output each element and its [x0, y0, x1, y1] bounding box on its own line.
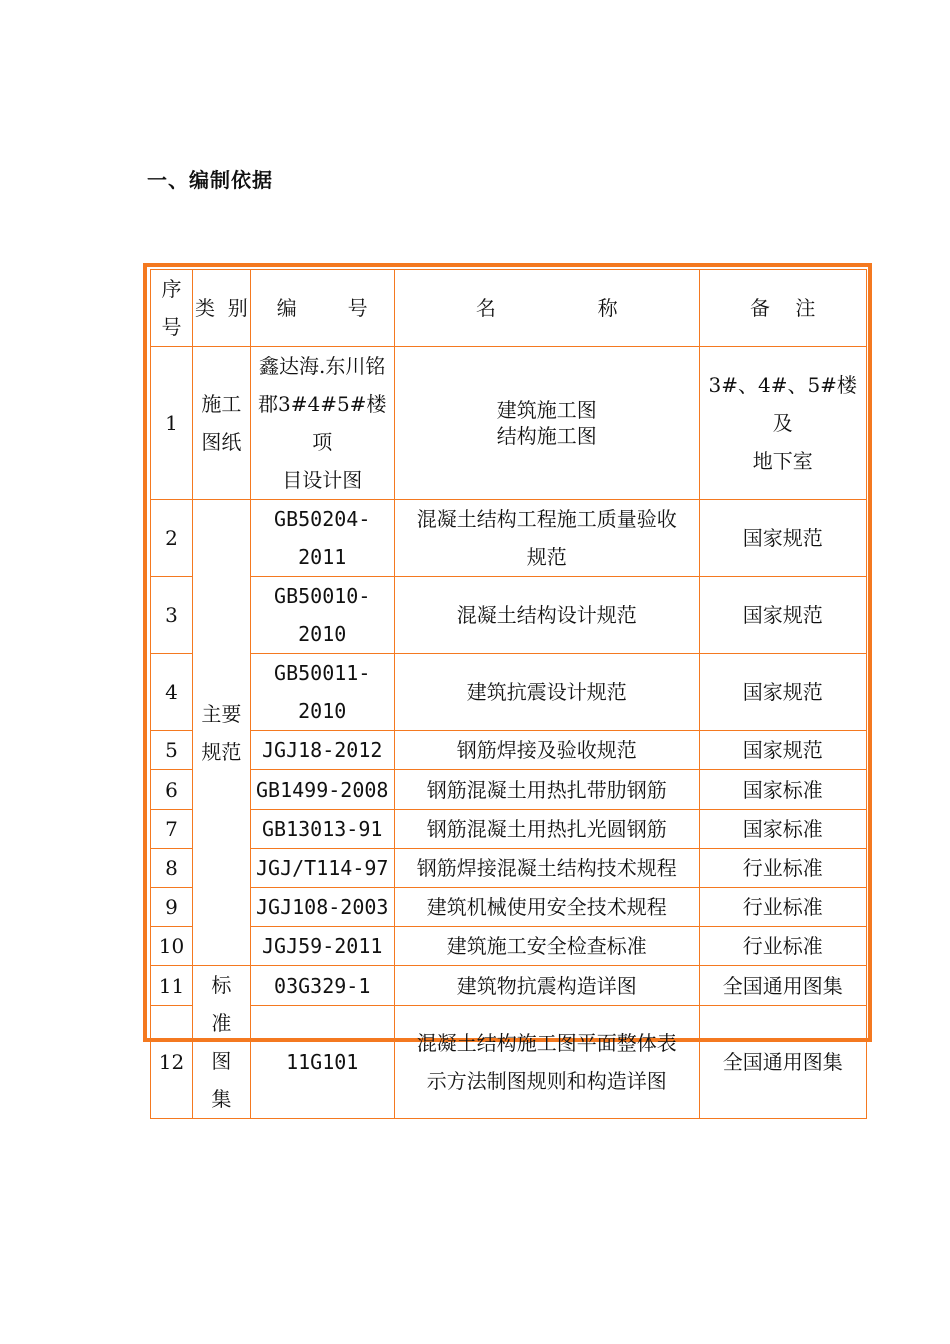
row-code: GB50010-2010: [250, 577, 394, 654]
row-seq: 7: [151, 810, 193, 849]
table-row: [151, 849, 867, 888]
row-name: 建筑抗震设计规范: [394, 654, 699, 731]
row-remark: 国家规范: [699, 577, 866, 654]
row-seq: 6: [151, 770, 193, 810]
header-name: 名 称: [394, 270, 699, 347]
table-row: [151, 927, 867, 966]
row-code: GB13013-91: [250, 810, 394, 849]
row-name: 混凝土结构工程施工质量验收 规范: [394, 500, 699, 577]
row-code: 03G329-1: [250, 966, 394, 1006]
row-category: 施工 图纸: [193, 347, 251, 500]
row-seq: 10: [151, 927, 193, 966]
row-name: 建筑施工安全检查标准: [394, 927, 699, 966]
table-row: [151, 731, 867, 770]
row-name: 建筑物抗震构造详图: [394, 966, 699, 1006]
table-header-row: [151, 270, 867, 347]
row-name: 混凝土结构设计规范: [394, 577, 699, 654]
basis-table: [150, 269, 867, 1119]
table-row: [151, 347, 867, 500]
row-seq: 12: [151, 1006, 193, 1119]
row-remark: 全国通用图集: [699, 966, 866, 1006]
table-row: [151, 577, 867, 654]
row-code: GB1499-2008: [250, 770, 394, 810]
row-remark: 3#、4#、5#楼及 地下室: [699, 347, 866, 500]
row-remark: 行业标准: [699, 927, 866, 966]
row-code: JGJ/T114-97: [250, 849, 394, 888]
row-remark: 国家规范: [699, 654, 866, 731]
row-name: 混凝土结构施工图平面整体表 示方法制图规则和构造详图: [394, 1006, 699, 1119]
row-seq: 4: [151, 654, 193, 731]
row-code: JGJ59-2011: [250, 927, 394, 966]
row-seq: 3: [151, 577, 193, 654]
row-name: 钢筋焊接混凝土结构技术规程: [394, 849, 699, 888]
row-name: 建筑施工图 结构施工图: [394, 347, 699, 500]
row-remark: 全国通用图集: [699, 1006, 866, 1119]
row-seq: 5: [151, 731, 193, 770]
row-seq: 8: [151, 849, 193, 888]
row-name: 钢筋混凝土用热扎光圆钢筋: [394, 810, 699, 849]
row-remark: 国家规范: [699, 731, 866, 770]
row-seq: 1: [151, 347, 193, 500]
row-code: JGJ108-2003: [250, 888, 394, 927]
row-remark: 行业标准: [699, 888, 866, 927]
row-seq: 9: [151, 888, 193, 927]
category-standard-atlas: 标 准 图 集: [193, 966, 251, 1119]
row-name: 建筑机械使用安全技术规程: [394, 888, 699, 927]
table-row: [151, 770, 867, 810]
category-main-norms: 主要 规范: [193, 500, 251, 966]
row-code: JGJ18-2012: [250, 731, 394, 770]
header-seq: 序 号: [151, 270, 193, 347]
header-category: 类 别: [193, 270, 251, 347]
table-row: [151, 810, 867, 849]
row-code: 鑫达海.东川铭 郡3#4#5#楼项 目设计图: [250, 347, 394, 500]
header-remark: 备 注: [699, 270, 866, 347]
row-name: 钢筋焊接及验收规范: [394, 731, 699, 770]
row-remark: 国家标准: [699, 810, 866, 849]
row-remark: 国家标准: [699, 770, 866, 810]
row-code: 11G101: [250, 1006, 394, 1119]
row-remark: 行业标准: [699, 849, 866, 888]
table-row: [151, 966, 867, 1006]
row-seq: 2: [151, 500, 193, 577]
table-row: [151, 1006, 867, 1119]
table-row: [151, 654, 867, 731]
row-seq: 11: [151, 966, 193, 1006]
table-row: [151, 500, 867, 577]
row-code: GB50204-2011: [250, 500, 394, 577]
header-code: 编 号: [250, 270, 394, 347]
section-heading: 一、编制依据: [147, 168, 273, 192]
row-name: 钢筋混凝土用热扎带肋钢筋: [394, 770, 699, 810]
row-remark: 国家规范: [699, 500, 866, 577]
row-code: GB50011-2010: [250, 654, 394, 731]
table-row: [151, 888, 867, 927]
